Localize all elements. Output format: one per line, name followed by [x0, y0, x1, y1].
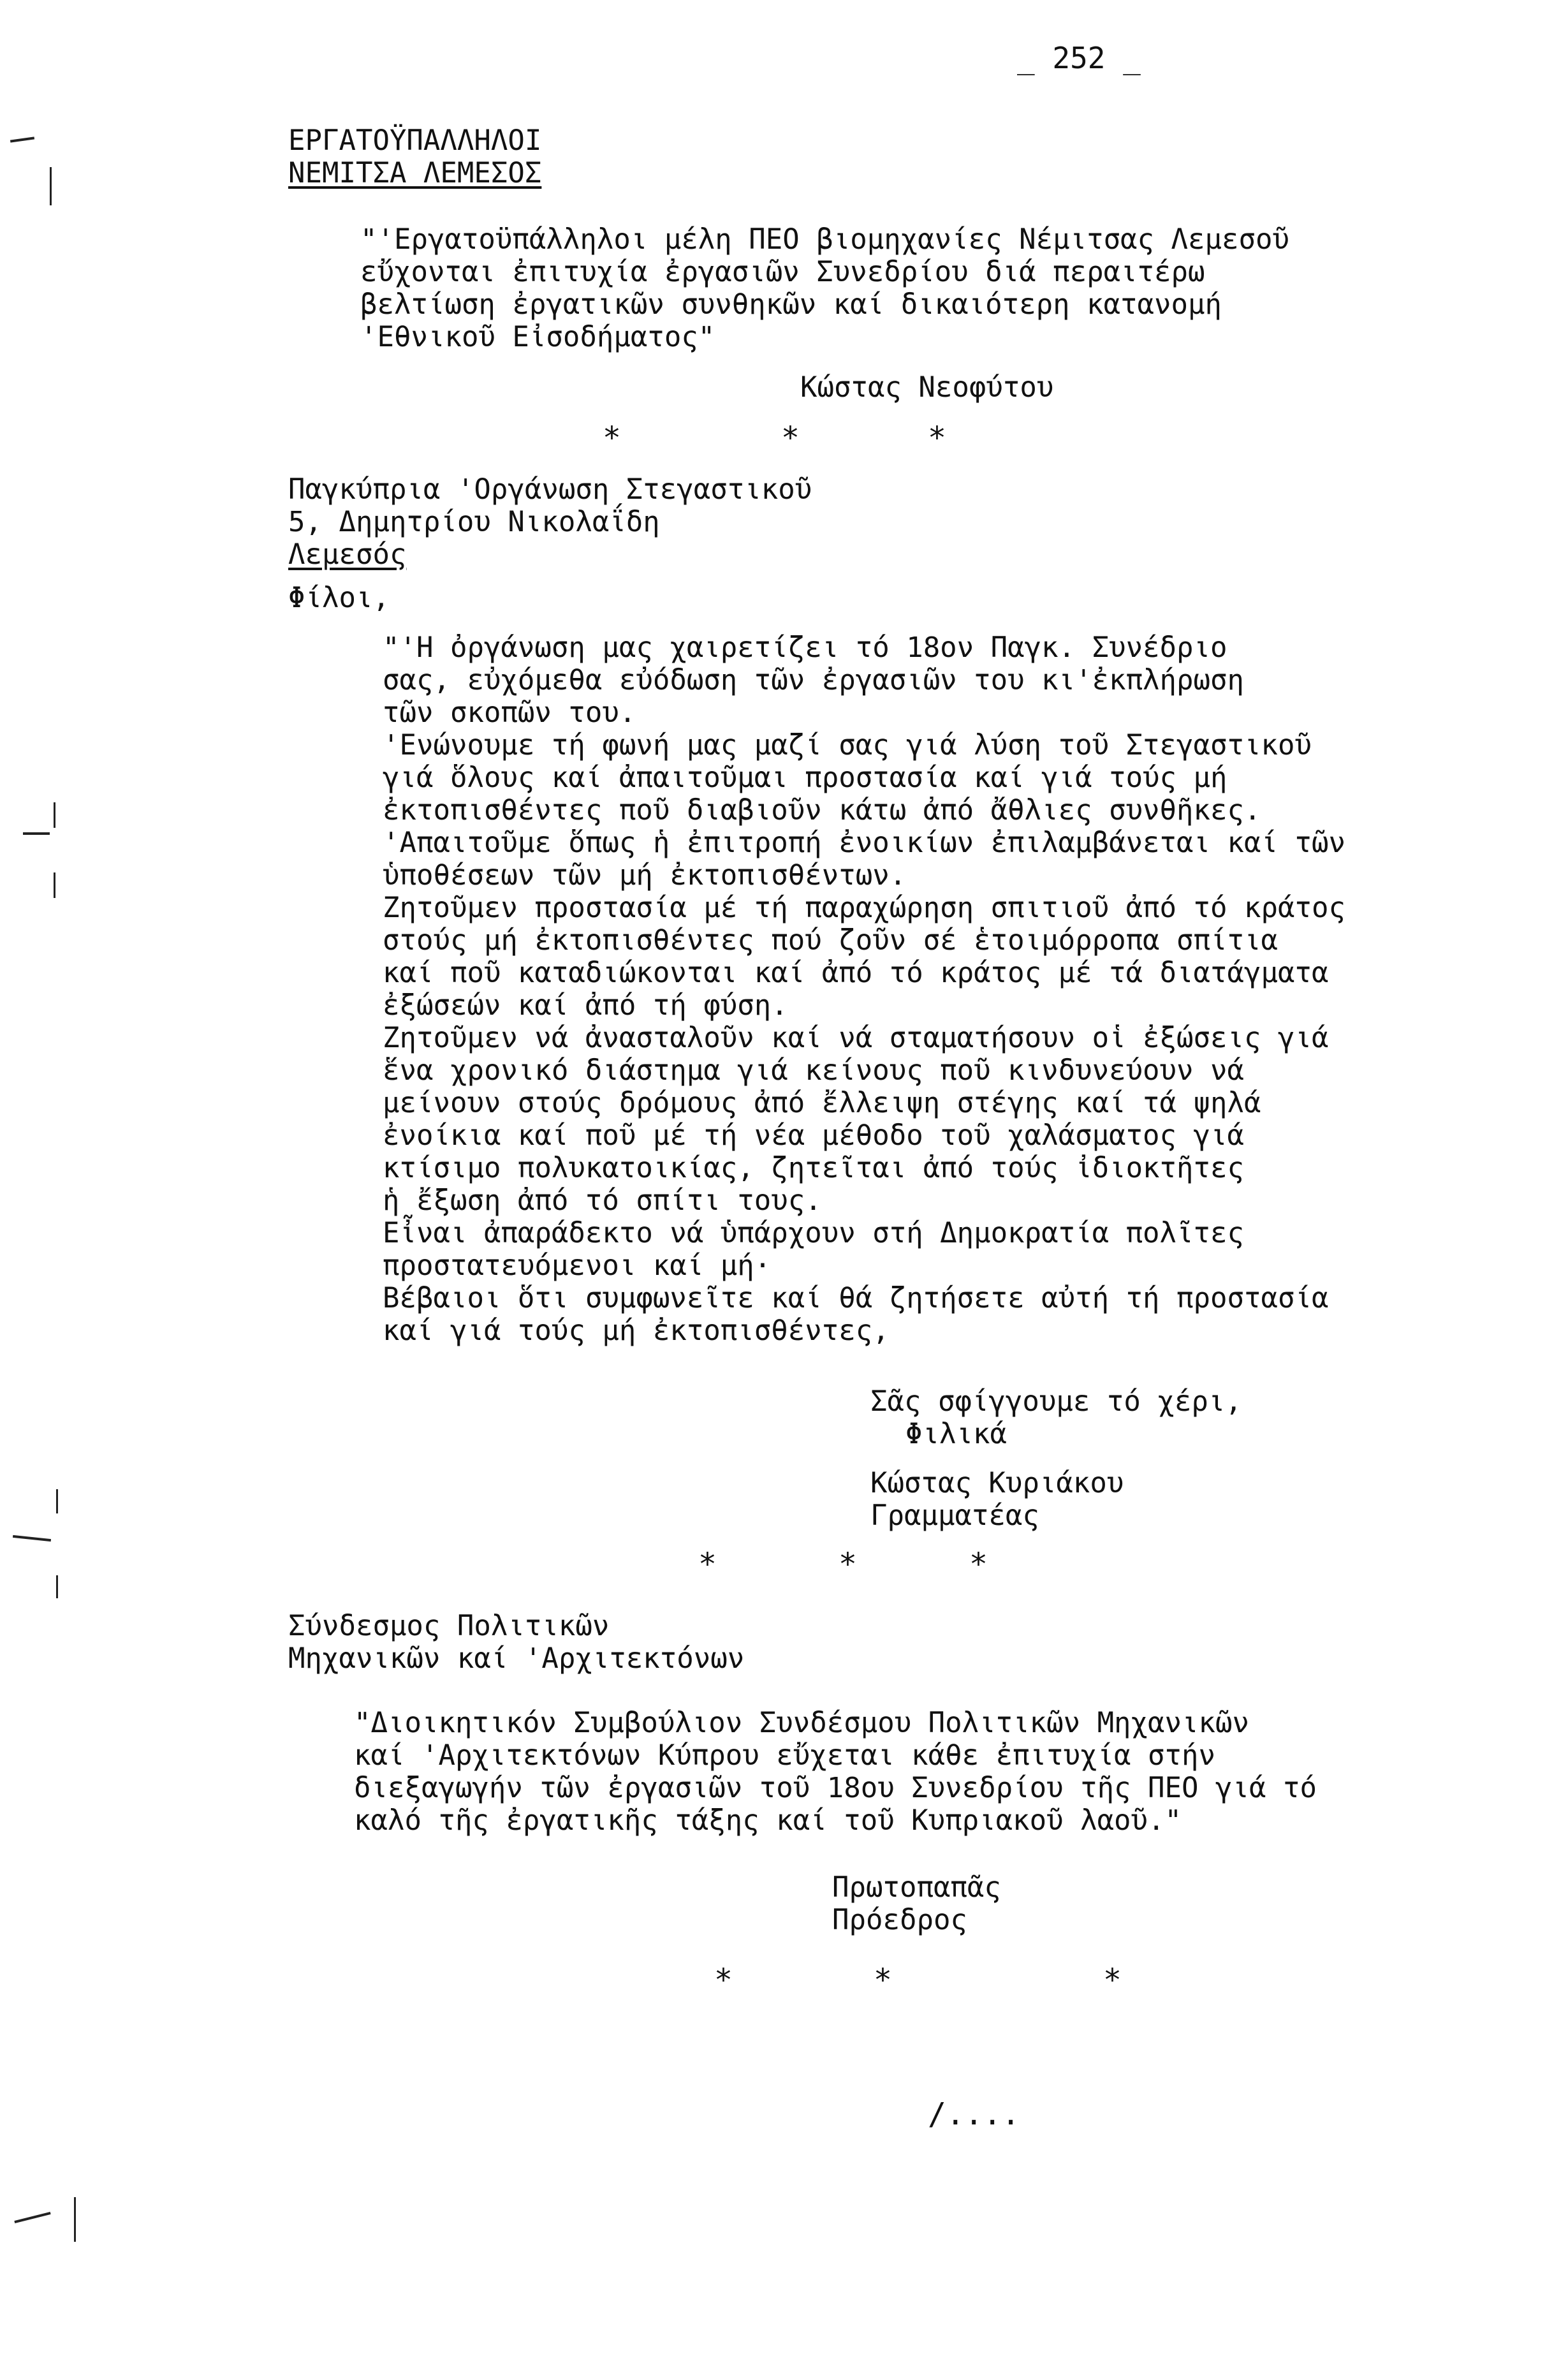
quote-line: καλό τῆς ἐργατικῆς τάξης καί τοῦ Κυπριακοῦ λαοῦ." [354, 1804, 1182, 1837]
quote-line: "Διοικητικόν Συμβούλιον Συνδέσμου Πολιτικῶν Μηχανικῶν [354, 1707, 1249, 1739]
separator-star: * [839, 1547, 857, 1582]
body-line: ἡ ἔξωση ἀπό τό σπίτι τους. [383, 1184, 822, 1217]
body-line: κτίσιμο πολυκατοικίας, ζητεῖται ἀπό τούς ἰδιοκτῆτες [383, 1152, 1245, 1184]
section2-closing-friendly: Φιλικά [905, 1418, 1007, 1450]
margin-mark [50, 167, 52, 205]
separator-star: * [1103, 1962, 1122, 1998]
body-line: ἐκτοπισθέντες ποῦ διαβιοῦν κάτω ἀπό ἄθλιες συνθῆκες. [383, 794, 1261, 827]
separator-star: * [603, 420, 621, 456]
section2-address [288, 473, 812, 538]
margin-mark [56, 1489, 58, 1513]
quote-line: βελτίωση ἐργατικῶν συνθηκῶν καί δικαιότερη κατανομή [360, 288, 1222, 321]
body-line: Εἶναι ἀπαράδεκτο νά ὑπάρχουν στή Δημοκρατία πολῖτες [383, 1217, 1245, 1249]
body-line: Ζητοῦμεν νά ἀνασταλοῦν καί νά σταματήσουν οἱ ἐξώσεις γιά [383, 1022, 1329, 1054]
body-line: μείνουν στούς δρόμους ἀπό ἔλλειψη στέγης καί τά ψηλά [383, 1087, 1261, 1119]
section3-signature-name: Πρωτοπαπᾶς [832, 1871, 1001, 1904]
quote-line: καί 'Αρχιτεκτόνων Κύπρου εὔχεται κάθε ἐπιτυχία στήν [354, 1739, 1216, 1772]
quote-line: εὔχονται ἐπιτυχία ἐργασιῶν Συνεδρίου διά περαιτέρω [360, 256, 1205, 288]
body-line: "'Η ὀργάνωση μας χαιρετίζει τό 18ον Παγκ. Συνέδριο [383, 631, 1227, 664]
body-line: σας, εὐχόμεθα εὐόδωση τῶν ἐργασιῶν του κι'ἐκπλήρωση [383, 664, 1245, 696]
section1-quote [360, 223, 1289, 353]
section2-body [383, 631, 1345, 1347]
quote-line: "'Εργατοϋπάλληλοι μέλη ΠΕΟ βιομηχανίες Νέμιτσας Λεμεσοῦ [360, 223, 1289, 256]
section1-signature: Κώστας Νεοφύτου [800, 371, 1054, 404]
address-line: Παγκύπρια 'Οργάνωση Στεγαστικοῦ [288, 473, 812, 506]
margin-mark [54, 872, 55, 898]
body-line: 'Απαιτοῦμε ὅπως ἡ ἐπιτροπή ἐνοικίων ἐπιλαμβάνεται καί τῶν [383, 827, 1345, 859]
body-line: στούς μή ἐκτοπισθέντες πού ζοῦν σέ ἑτοιμόρροπα σπίτια [383, 924, 1278, 957]
section3-heading-line1: Σύνδεσμος Πολιτικῶν [288, 1610, 610, 1642]
body-line: ἕνα χρονικό διάστημα γιά κείνους ποῦ κινδυνεύουν νά [383, 1054, 1245, 1087]
body-line: ἐνοίκια καί ποῦ μέ τή νέα μέθοδο τοῦ χαλάσματος γιά [383, 1119, 1245, 1152]
section2-closing: Σᾶς σφίγγουμε τό χέρι, [870, 1385, 1242, 1418]
body-line: 'Ενώνουμε τή φωνή μας μαζί σας γιά λύση τοῦ Στεγαστικοῦ [383, 729, 1312, 762]
section3-heading-line2: Μηχανικῶν καί 'Αρχιτεκτόνων [288, 1642, 745, 1675]
margin-mark [10, 136, 34, 142]
margin-mark [14, 2212, 50, 2223]
separator-star: * [928, 420, 946, 456]
page-number: _ 252 _ [1017, 41, 1141, 75]
body-line: καί γιά τούς μή ἐκτοπισθέντες, [383, 1314, 890, 1347]
body-line: ὑποθέσεων τῶν μή ἐκτοπισθέντων. [383, 859, 907, 892]
margin-mark [74, 2197, 76, 2242]
body-line: Βέβαιοι ὅτι συμφωνεῖτε καί θά ζητήσετε αὐτή τή προστασία [383, 1282, 1329, 1314]
body-line: προστατευόμενοι καί μή· [383, 1249, 772, 1282]
section2-salutation: Φίλοι, [288, 582, 390, 614]
body-line: γιά ὅλους καί ἀπαιτοῦμαι προστασία καί γιά τούς μή [383, 762, 1227, 794]
body-line: τῶν σκοπῶν του. [383, 696, 636, 729]
section1-heading-line2: ΝΕΜΙΤΣΑ ΛΕΜΕΣΟΣ [288, 157, 542, 189]
section3-signature-title: Πρόεδρος [832, 1904, 967, 1936]
body-line: Ζητοῦμεν προστασία μέ τή παραχώρηση σπιτιοῦ ἀπό τό κράτος [383, 892, 1345, 924]
section1-heading-line1: ΕΡΓΑΤΟΫΠΑΛΛΗΛΟΙ [288, 124, 542, 157]
section2-signature-name: Κώστας Κυριάκου [870, 1467, 1124, 1499]
body-line: ἐξώσεών καί ἀπό τή φύση. [383, 989, 788, 1022]
separator-star: * [698, 1547, 717, 1582]
margin-mark [23, 832, 50, 835]
section2-signature-title: Γραμματέας [870, 1499, 1039, 1532]
address-line: 5, Δημητρίου Νικολαΐδη [288, 506, 660, 538]
quote-line: 'Εθνικοῦ Εἰσοδήματος" [360, 321, 715, 353]
margin-mark [56, 1575, 58, 1598]
separator-star: * [969, 1547, 988, 1582]
quote-line: διεξαγωγήν τῶν ἐργασιῶν τοῦ 18ου Συνεδρίου τῆς ΠΕΟ γιά τό [354, 1772, 1317, 1804]
section2-city: Λεμεσός [288, 538, 407, 571]
separator-star: * [874, 1962, 892, 1998]
continuation-mark: /.... [928, 2096, 1020, 2132]
margin-mark [13, 1535, 51, 1542]
margin-mark [54, 802, 55, 828]
separator-star: * [714, 1962, 733, 1998]
section3-quote [354, 1707, 1317, 1837]
separator-star: * [781, 420, 800, 456]
body-line: καί ποῦ καταδιώκονται καί ἀπό τό κράτος μέ τά διατάγματα [383, 957, 1329, 989]
